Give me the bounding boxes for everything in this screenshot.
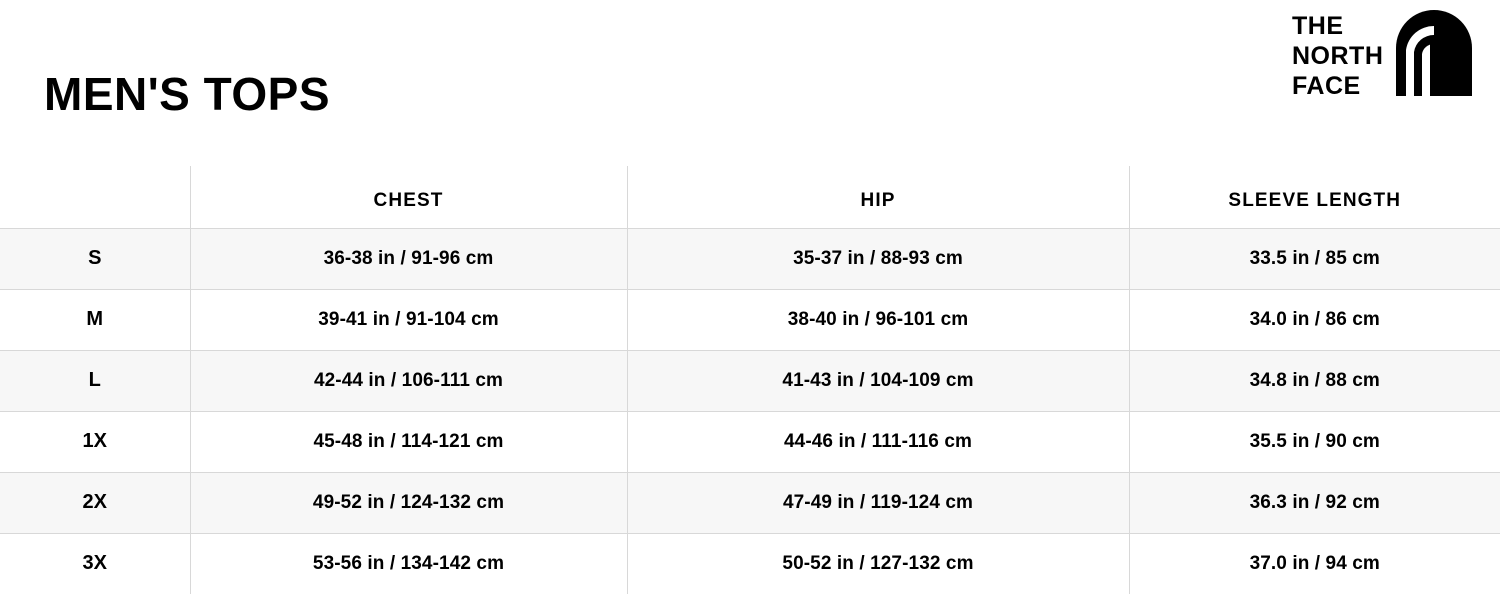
cell-hip: 38-40 in / 96-101 cm — [627, 289, 1129, 350]
cell-sleeve-length: 36.3 in / 92 cm — [1249, 491, 1380, 513]
table-header — [0, 166, 1500, 228]
north-face-logo — [1292, 8, 1472, 108]
cell-sleeve-length: 33.5 in / 85 cm — [1249, 247, 1380, 269]
cell-size: L — [0, 350, 190, 411]
cell-hip: 35-37 in / 88-93 cm — [627, 228, 1129, 289]
table-row — [0, 411, 1500, 472]
cell-chest: 45-48 in / 114-121 cm — [190, 411, 627, 472]
table-body — [0, 228, 1500, 594]
cell-hip: 50-52 in / 127-132 cm — [627, 533, 1129, 594]
north-face-dome-logo-icon — [1292, 8, 1472, 108]
cell-hip: 41-43 in / 104-109 cm — [627, 350, 1129, 411]
table-header-row — [0, 166, 1500, 228]
svg-text:THE: THE — [1292, 12, 1344, 40]
size-chart-table — [0, 166, 1500, 594]
cell-size: 2X — [0, 472, 190, 533]
table-row — [0, 228, 1500, 289]
cell-size: 1X — [0, 411, 190, 472]
column-header-size — [0, 166, 190, 228]
svg-text:NORTH: NORTH — [1292, 42, 1384, 70]
cell-size: 3X — [0, 533, 190, 594]
cell-chest: 39-41 in / 91-104 cm — [190, 289, 627, 350]
cell-hip: 44-46 in / 111-116 cm — [627, 411, 1129, 472]
cell-chest: 36-38 in / 91-96 cm — [190, 228, 627, 289]
page-title: MEN'S TOPS — [44, 67, 331, 120]
table-row — [0, 350, 1500, 411]
cell-chest: 49-52 in / 124-132 cm — [190, 472, 627, 533]
column-header-hip: HIP — [627, 166, 1129, 228]
cell-sleeve-length: 35.5 in / 90 cm — [1249, 430, 1380, 452]
column-header-chest: CHEST — [190, 166, 627, 228]
table-row — [0, 472, 1500, 533]
table-row — [0, 533, 1500, 594]
cell-hip: 47-49 in / 119-124 cm — [627, 472, 1129, 533]
cell-size: S — [0, 228, 190, 289]
cell-size: M — [0, 289, 190, 350]
cell-chest: 42-44 in / 106-111 cm — [190, 350, 627, 411]
cell-sleeve-length: 37.0 in / 94 cm — [1249, 552, 1380, 574]
svg-text:FACE: FACE — [1292, 72, 1361, 100]
table-row — [0, 289, 1500, 350]
column-header-sleeve-length: SLEEVE LENGTH — [1129, 166, 1500, 228]
cell-sleeve-length: 34.8 in / 88 cm — [1249, 369, 1380, 391]
cell-sleeve-length: 34.0 in / 86 cm — [1249, 308, 1380, 330]
cell-chest: 53-56 in / 134-142 cm — [190, 533, 627, 594]
